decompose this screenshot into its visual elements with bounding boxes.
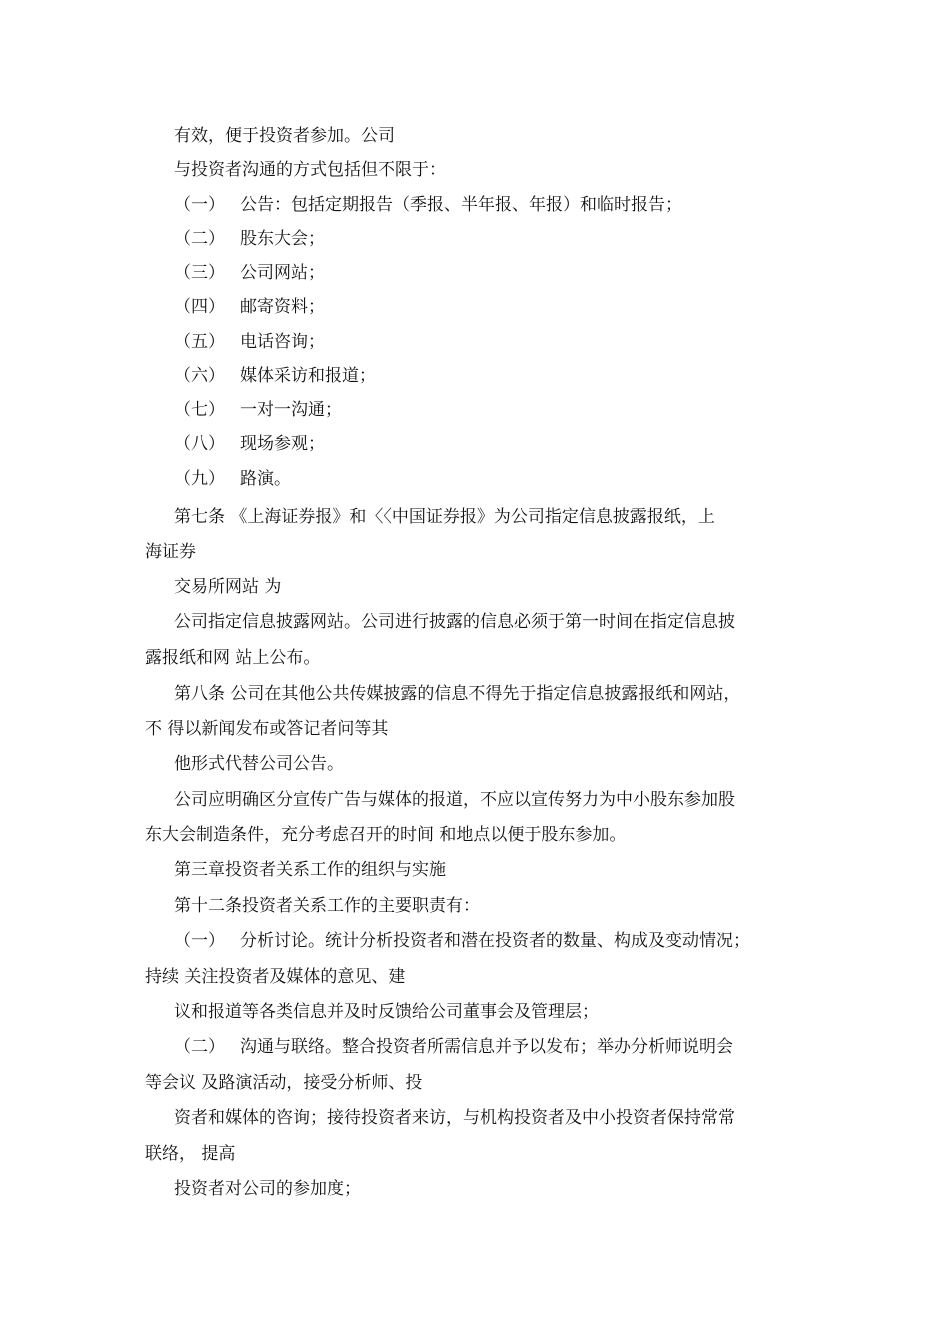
- duty-2-line-2: 等会议 及路演活动，接受分析师、投: [145, 1073, 423, 1093]
- list-item-number: （四）: [174, 297, 225, 317]
- list-item: [174, 262, 325, 284]
- article-7-line-2: 海证券: [145, 542, 196, 562]
- article-7-line-3: 交易所网站 为: [174, 577, 282, 597]
- list-item: [174, 365, 376, 387]
- duty-1-line-3: 议和报道等各类信息并及时反馈给公司董事会及管理层；: [174, 1002, 599, 1022]
- duty-1-text: 分析讨论。统计分析投资者和潜在投资者的数量、构成及变动情况；: [240, 931, 750, 951]
- list-item-text: 电话咨询；: [240, 332, 325, 352]
- article-12-title: 第十二条投资者关系工作的主要职责有：: [174, 896, 480, 916]
- meeting-line-2: 东大会制造条件，充分考虑召开的时间 和地点以便于股东参加。: [145, 825, 627, 845]
- duty-2-line-5: 投资者对公司的参加度；: [174, 1179, 361, 1199]
- list-item-text: 媒体采访和报道；: [240, 366, 376, 386]
- list-item-text: 公司网站；: [240, 263, 325, 283]
- article-7-line-5: 露报纸和网 站上公布。: [145, 648, 321, 668]
- article-8-line-3: 他形式代替公司公告。: [174, 754, 344, 774]
- duty-1-number: （一）: [174, 931, 225, 951]
- list-item: [174, 228, 325, 250]
- list-item-text: 公告：包括定期报告（季报、半年报、年报）和临时报告；: [240, 195, 682, 215]
- list-item-number: （七）: [174, 400, 225, 420]
- list-item-number: （三）: [174, 263, 225, 283]
- list-item-text: 路演。: [240, 469, 291, 489]
- list-item-text: 邮寄资料；: [240, 297, 325, 317]
- list-item-number: （二）: [174, 229, 225, 249]
- intro-line-2: 与投资者沟通的方式包括但不限于：: [174, 160, 446, 180]
- duty-1-line-1: [174, 930, 750, 952]
- list-item-text: 现场参观；: [240, 434, 325, 454]
- article-7-line-4: 公司指定信息披露网站。公司进行披露的信息必须于第一时间在指定信息披: [174, 612, 735, 632]
- meeting-line-1: 公司应明确区分宣传广告与媒体的报道，不应以宣传努力为中小股东参加股: [174, 790, 735, 810]
- duty-2-line-3: 资者和媒体的咨询；接待投资者来访，与机构投资者及中小投资者保持常常: [174, 1108, 735, 1128]
- article-8-line-1: 第八条 公司在其他公共传媒披露的信息不得先于指定信息披露报纸和网站，: [174, 684, 741, 704]
- list-item-number: （九）: [174, 469, 225, 489]
- list-item: [174, 296, 325, 318]
- duty-2-number: （二）: [174, 1037, 225, 1057]
- list-item: [174, 468, 291, 490]
- list-item-text: 股东大会；: [240, 229, 325, 249]
- list-item-number: （八）: [174, 434, 225, 454]
- duty-1-line-2: 持续 关注投资者及媒体的意见、建: [145, 967, 406, 987]
- duty-2-line-4: 联络， 提高: [145, 1144, 236, 1164]
- article-7-line-1: 第七条 《上海证券报》和〈〈中国证券报》为公司指定信息披露报纸，上: [174, 507, 715, 527]
- list-item: [174, 194, 682, 216]
- chapter-3-title: 第三章投资者关系工作的组织与实施: [174, 860, 446, 880]
- article-8-line-2: 不 得以新闻发布或答记者问等其: [145, 719, 389, 739]
- list-item-text: 一对一沟通；: [240, 400, 342, 420]
- list-item-number: （一）: [174, 195, 225, 215]
- list-item-number: （六）: [174, 366, 225, 386]
- duty-2-text: 沟通与联络。整合投资者所需信息并予以发布；举办分析师说明会: [240, 1037, 733, 1057]
- duty-2-line-1: [174, 1036, 733, 1058]
- list-item: [174, 331, 325, 353]
- list-item-number: （五）: [174, 332, 225, 352]
- list-item: [174, 433, 325, 455]
- list-item: [174, 399, 342, 421]
- intro-line-1: 有效，便于投资者参加。公司: [174, 126, 395, 146]
